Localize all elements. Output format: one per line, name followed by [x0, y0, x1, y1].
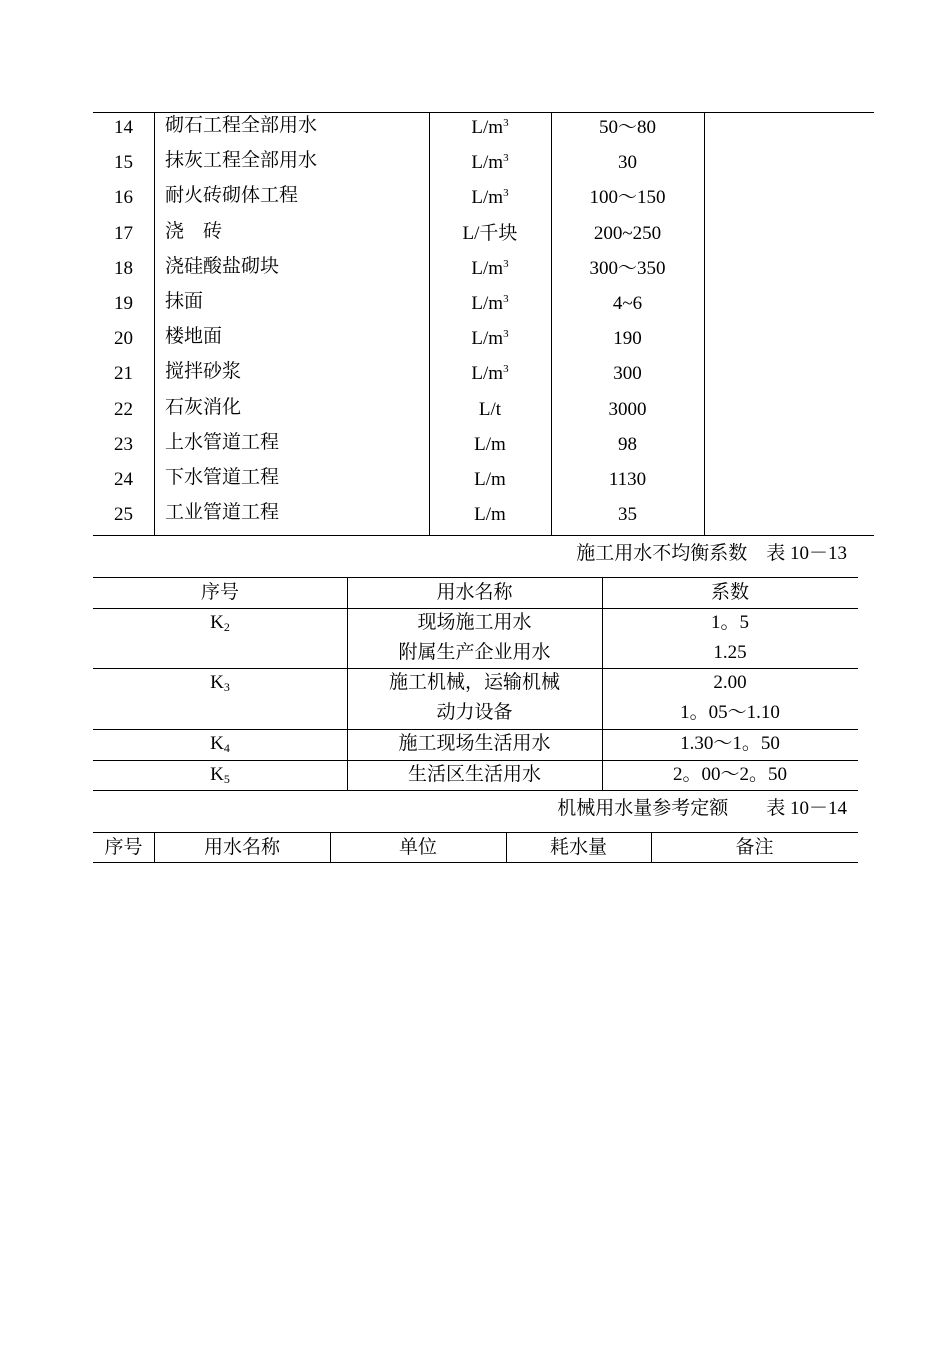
code-letter: K [210, 672, 224, 693]
header-consumption: 耗水量 [549, 837, 607, 858]
water-use-name: 现场施工用水 [417, 612, 532, 633]
water-use-name: 工业管道工程 [165, 502, 280, 524]
header-name: 用水名称 [436, 582, 513, 603]
coefficient-code [93, 760, 347, 790]
unit-base: L/m [471, 117, 504, 138]
table-row [93, 182, 874, 217]
unit-exponent: 3 [503, 363, 509, 376]
row-number: 25 [114, 504, 133, 526]
water-use-name: 石灰消化 [165, 396, 242, 418]
water-use-name: 施工机械，运输机械 [388, 672, 560, 693]
remark-cell [704, 288, 874, 323]
coefficient-value: 1。5 [710, 612, 749, 633]
table-row [93, 147, 874, 182]
row-number: 14 [114, 117, 133, 138]
row-number: 20 [114, 328, 133, 350]
remark-cell [704, 394, 874, 429]
unit-base: L/m [471, 363, 504, 385]
water-quota: 200~250 [593, 222, 662, 244]
coefficient-value: 1.25 [713, 642, 747, 663]
coefficient-value: 2.00 [713, 672, 747, 693]
unit-exponent: 3 [503, 152, 509, 165]
water-quota: 100～150 [589, 187, 666, 209]
table-row [93, 358, 874, 393]
unit-base: L/m [471, 257, 504, 279]
remark-cell [704, 323, 874, 358]
unit [429, 147, 551, 182]
remark-cell [704, 358, 874, 393]
unit-exponent: 3 [503, 257, 509, 270]
row-number: 15 [114, 152, 133, 174]
machine-water-quota-table [93, 832, 858, 863]
table-row [93, 323, 874, 358]
table-row [93, 253, 874, 288]
code-letter: K [210, 612, 224, 633]
coefficient-code [93, 729, 347, 759]
coefficient-code [93, 668, 347, 698]
table-row [93, 499, 874, 534]
coefficient-value: 1.30～1。50 [680, 733, 780, 754]
water-use-name: 砌石工程全部用水 [165, 115, 318, 136]
unit-base: L/t [478, 398, 502, 420]
header-unit: 单位 [398, 837, 437, 858]
unit-base: L/m [471, 293, 504, 314]
table-row [93, 464, 874, 499]
table-row [93, 112, 874, 147]
remark-cell [704, 218, 874, 253]
unit-base: L/m [471, 152, 504, 174]
water-quota: 30 [618, 152, 637, 174]
water-quota: 3000 [608, 398, 647, 420]
header-remark: 备注 [735, 837, 774, 858]
water-use-name: 施工现场生活用水 [398, 733, 551, 754]
header-coefficient: 系数 [710, 582, 749, 603]
unit [429, 394, 551, 429]
water-quota: 50～80 [598, 117, 656, 138]
water-use-name: 楼地面 [165, 326, 223, 348]
code-subscript: 3 [223, 680, 230, 694]
code-subscript: 5 [223, 772, 230, 786]
coefficient-code [93, 608, 347, 638]
water-quota: 1130 [608, 469, 647, 490]
unit-exponent: 3 [503, 117, 509, 129]
row-number: 18 [114, 257, 133, 279]
unit [429, 358, 551, 393]
unit-base: L/m [474, 433, 506, 455]
unit-exponent: 3 [503, 293, 509, 305]
water-use-name: 生活区生活用水 [407, 764, 541, 785]
water-quota: 4~6 [612, 293, 643, 314]
water-use-name: 抹面 [165, 291, 204, 312]
header-no: 序号 [104, 837, 143, 858]
remark-cell [704, 499, 874, 534]
water-quota-table-continued [93, 112, 874, 536]
code-subscript: 2 [223, 620, 230, 634]
table-row [93, 429, 874, 464]
row-number: 23 [114, 433, 133, 455]
header-name: 用水名称 [203, 837, 280, 858]
unit-exponent: 3 [503, 187, 509, 200]
table-bottom-border [93, 535, 874, 536]
water-quota: 98 [618, 433, 637, 455]
row-number: 21 [114, 363, 133, 385]
remark-cell [704, 147, 874, 182]
row-number: 22 [114, 398, 133, 420]
code-letter: K [210, 764, 224, 785]
table-row [93, 394, 874, 429]
row-number: 17 [114, 222, 133, 244]
water-use-name: 浇 砖 [165, 220, 223, 242]
water-use-name: 抹灰工程全部用水 [165, 150, 318, 172]
row-number: 16 [114, 187, 133, 209]
code-subscript: 4 [223, 741, 230, 755]
unit [429, 323, 551, 358]
remark-cell [704, 464, 874, 499]
row-number: 24 [114, 469, 133, 490]
water-quota: 300～350 [589, 257, 666, 279]
unit-base: L/m [471, 187, 504, 209]
water-imbalance-coefficient-table [93, 577, 858, 791]
unit-exponent: 3 [503, 328, 509, 341]
coefficient-value: 1。05～1.10 [680, 702, 780, 723]
unit [429, 218, 551, 253]
unit [429, 464, 551, 499]
remark-cell [704, 429, 874, 464]
row-number: 19 [114, 293, 133, 314]
table-caption-10-14: 机械用水量参考定额 表 10－14 [557, 798, 847, 819]
unit [429, 429, 551, 464]
unit-base: L/m [474, 504, 506, 526]
table-row [93, 218, 874, 253]
table-row [93, 288, 874, 323]
table-bottom-border [93, 790, 858, 791]
unit [429, 112, 551, 147]
water-use-name: 动力设备 [436, 702, 513, 723]
unit-base: L/m [471, 328, 504, 350]
water-use-name: 搅拌砂浆 [165, 361, 242, 383]
water-use-name: 浇硅酸盐砌块 [165, 255, 280, 277]
water-quota: 35 [618, 504, 637, 526]
unit [429, 182, 551, 217]
water-quota: 190 [613, 328, 642, 350]
water-quota: 300 [613, 363, 642, 385]
water-use-name: 下水管道工程 [165, 467, 280, 488]
water-use-name: 耐火砖砌体工程 [165, 185, 299, 207]
unit-base: L/千块 [462, 222, 518, 244]
remark-cell [704, 253, 874, 288]
coefficient-value: 2。00～2。50 [672, 764, 787, 785]
water-use-name: 上水管道工程 [165, 431, 280, 453]
unit [429, 499, 551, 534]
table-caption-10-13: 施工用水不均衡系数 表 10－13 [576, 543, 847, 564]
unit [429, 288, 551, 323]
code-letter: K [210, 733, 224, 754]
unit-base: L/m [474, 469, 506, 490]
remark-cell [704, 182, 874, 217]
remark-cell [704, 112, 874, 147]
water-use-name: 附属生产企业用水 [398, 642, 551, 663]
header-no: 序号 [200, 582, 239, 603]
unit [429, 253, 551, 288]
